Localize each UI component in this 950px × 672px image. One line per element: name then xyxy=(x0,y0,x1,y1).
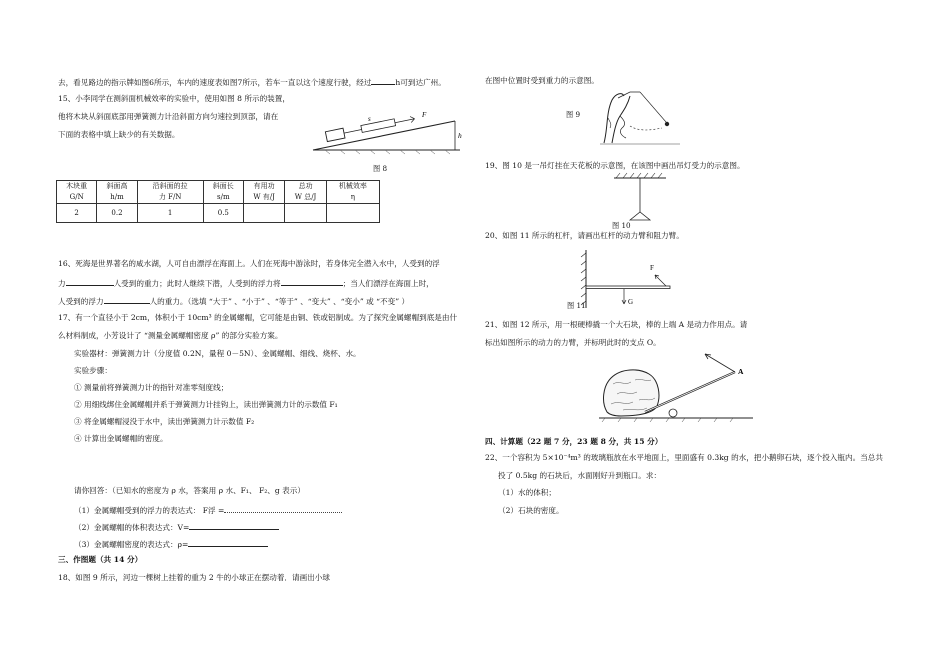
figure-8-caption: 图 8 xyxy=(373,164,388,173)
q17-answer-2: （2）金属螺帽的体积表达式：V= xyxy=(74,521,279,533)
label-F: F xyxy=(422,111,427,119)
label-F: F xyxy=(650,264,654,272)
q17-line1: 17、有一个直径小于 2cm，体积小于 10cm³ 的金属螺帽，它可能是由铜、铁或铝制成。为了探究金属螺帽到底是由什 xyxy=(58,313,458,322)
q17-answer-3: （3）金属螺帽密度的表达式：ρ= xyxy=(74,538,268,550)
cell-weight: 2 xyxy=(57,204,97,223)
q15-line1: 15、小李同学在测斜面机械效率的实验中，使用如图 8 所示的装置， xyxy=(58,94,290,103)
q16-line1: 16、死海是世界著名的咸水湖，人可自由漂浮在海面上。人们在死海中游泳时，若身体完全潜入水中，人受到的浮 xyxy=(58,259,440,268)
q17-step-3: ③ 将金属螺帽浸没于水中，读出弹簧测力计示数值 F₂ xyxy=(74,417,255,426)
label-A: A xyxy=(738,367,744,376)
th-total-work: 总功 W 总/J xyxy=(285,181,326,204)
q17-answer-1: （1）金属螺帽受到的浮力的表达式： F浮 = xyxy=(74,504,342,516)
figure-11-lever xyxy=(574,248,674,312)
q16-line2: 力 人受到的重力；此时人继续下潜，人受到的浮力将 ；当人们漂浮在海面上时， xyxy=(58,279,434,288)
th-useful-work: 有用功 W 有/J xyxy=(243,181,284,204)
label-h: h xyxy=(458,131,462,140)
cell-height: 0.2 xyxy=(97,204,137,223)
cell-length: 0.5 xyxy=(203,204,243,223)
q17-step-2: ② 用细线绑住金属螺帽并系于弹簧测力计挂钩上，读出弹簧测力计的示数值 F₁ xyxy=(74,400,338,409)
q22-line2: 投了 0.5kg 的石块后，水面刚好升到瓶口。求： xyxy=(498,471,662,480)
figure-12-crowbar-rock xyxy=(595,350,755,422)
figure-9-caption: 图 9 xyxy=(566,110,581,119)
q17-line2: 么材料制成，小芳设计了 “测量金属螺帽密度 ρ” 的部分实验方案。 xyxy=(58,331,283,340)
q21-line2: 标出如图所示的动力的力臂，并标明此时的支点 O。 xyxy=(485,338,661,347)
th-pull-force: 沿斜面的拉 力 F/N xyxy=(137,181,203,204)
q17-steps-title: 实验步骤： xyxy=(74,366,112,375)
q19-line: 19、图 10 是一吊灯挂在天花板的示意图，在该图中画出吊灯受力的示意图。 xyxy=(485,161,745,170)
q20-line: 20、如图 11 所示的杠杆，请画出杠杆的动力臂和阻力臂。 xyxy=(485,231,684,240)
q17-step-4: ④ 计算出金属螺帽的密度。 xyxy=(74,434,168,443)
q17-ask: 请你回答：（已知水的密度为 ρ 水，答案用 ρ 水、F₁、 F₂、g 表示） xyxy=(74,486,305,495)
q21-line1: 21、如图 12 所示，用一根硬棒撬一个大石块，棒的上端 A 是动力作用点。请 xyxy=(485,320,748,329)
q22-part-2: （2）石块的密度。 xyxy=(498,506,564,515)
q18-line1: 18、如图 9 所示，河边一棵树上挂着的重为 2 牛的小球正在摆动着．请画出小球 xyxy=(58,573,330,582)
label-G: G xyxy=(628,298,634,306)
figure-11-caption: 图 11 xyxy=(567,301,586,310)
cell-pull-force: 1 xyxy=(137,204,203,223)
section-3-title: 三、作图题（共 14 分） xyxy=(58,555,143,564)
th-height: 斜面高 h/m xyxy=(97,181,137,204)
incline-data-table xyxy=(56,180,380,223)
q16-line3: 人受到的浮力 人的重力。（选填 “大于” 、“小于” 、“等于” 、“变大” 、“变小” 或 “不变” ） xyxy=(58,297,410,306)
th-weight: 木块重 G/N xyxy=(57,181,97,204)
section-4-title: 四、计算题（22 题 7 分，23 题 8 分，共 15 分） xyxy=(485,437,663,446)
q22-part-1: （1）水的体积； xyxy=(498,488,556,497)
cell-useful-work[interactable] xyxy=(243,204,284,223)
figure-10-caption: 图 10 xyxy=(612,221,631,230)
q14-continuation: 去，看见路边的指示牌如图6所示，车内的速度表如图7所示，若车一直以这个速度行驶，经过 h可到达广州。 xyxy=(58,78,446,87)
q22-line1: 22、一个容积为 5×10⁻⁴m³ 的玻璃瓶放在水平地面上，里面盛有 0.3kg 的水，把小鹅卵石块，逐个投入瓶内。当总共 xyxy=(485,453,883,462)
figure-10-hanging-lamp xyxy=(610,172,670,228)
figure-8-incline xyxy=(305,108,475,156)
label-s: s xyxy=(368,115,371,123)
q17-step-1: ① 测量前将弹簧测力计的指针对准零刻度线； xyxy=(74,383,229,392)
q15-line3: 下面的表格中填上缺少的有关数据。 xyxy=(58,130,180,139)
th-length: 斜面长 s/m xyxy=(203,181,243,204)
figure-9-tree-pendulum xyxy=(600,88,682,146)
cell-total-work[interactable] xyxy=(285,204,326,223)
q15-line2: 他将木块从斜面底部用弹簧测力计沿斜面方向匀速拉到顶部，请在 xyxy=(58,112,279,121)
q17-equipment: 实验器材：弹簧测力计（分度值 0.2N，量程 0－5N）、金属螺帽、细线、烧杯、水。 xyxy=(74,349,361,358)
cell-efficiency[interactable] xyxy=(326,204,379,223)
table-row xyxy=(57,204,380,223)
q18-continuation: 在图中位置时受到重力的示意图。 xyxy=(485,76,599,85)
th-efficiency: 机械效率 η xyxy=(326,181,379,204)
